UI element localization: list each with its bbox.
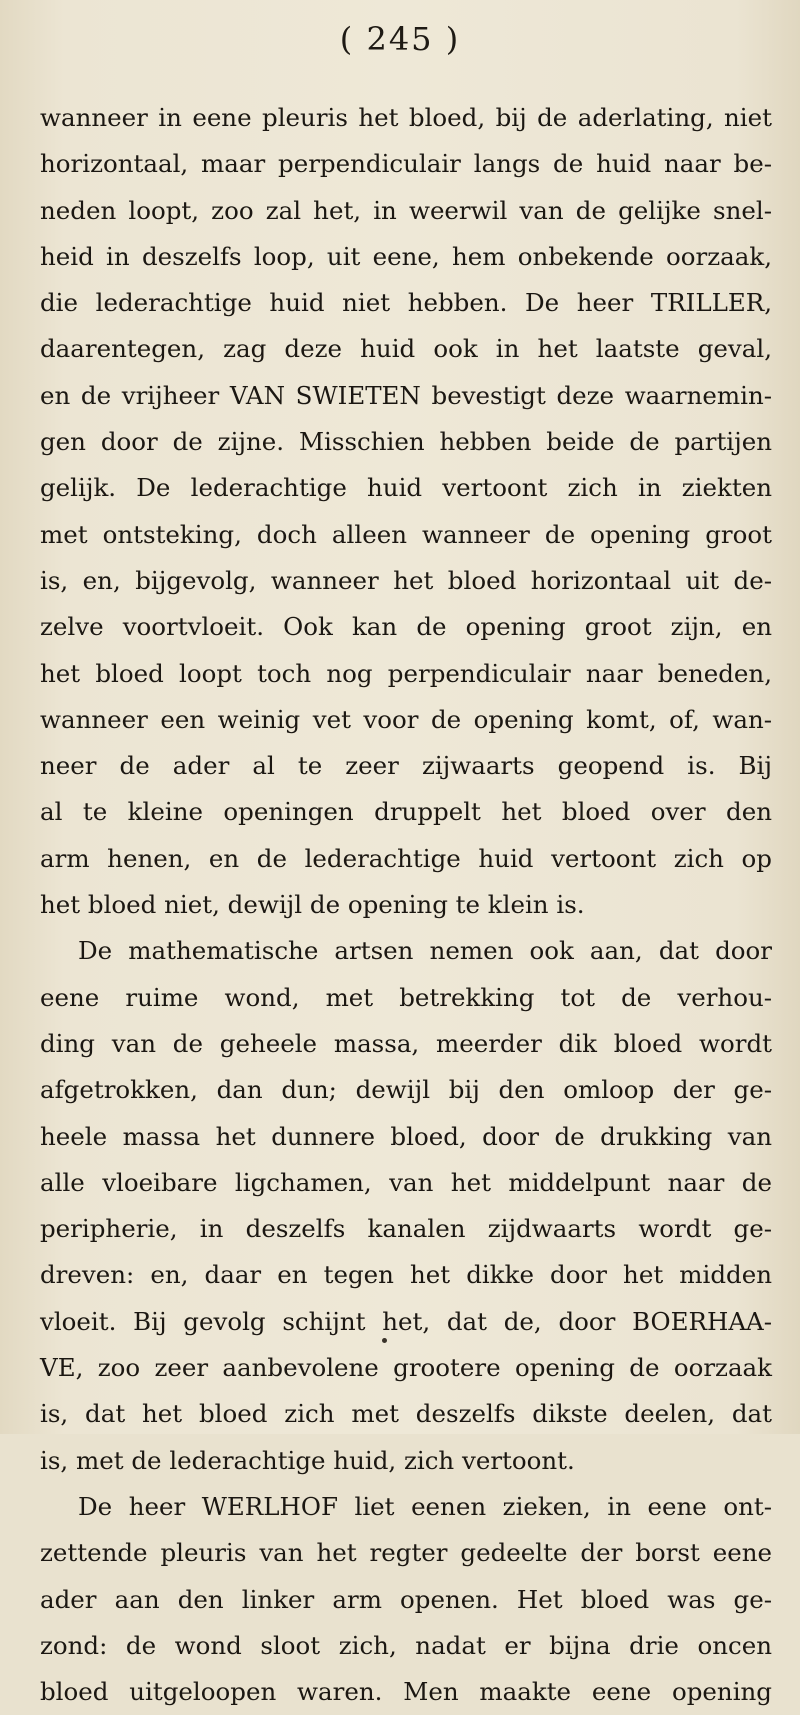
text-line: is, en, bijgevolg, wanneer het bloed horizontaal uit de- xyxy=(40,565,772,595)
text-line: eene ruime wond, met betrekking tot de verhou- xyxy=(40,982,772,1012)
text-line: al te kleine openingen druppelt het bloed over den xyxy=(40,797,772,827)
text-line: heele massa het dunnere bloed, door de drukking van xyxy=(40,1121,772,1151)
text-line: zettende pleuris van het regter gedeelte der borst eene xyxy=(40,1538,772,1568)
text-line: zond: de wond sloot zich, nadat er bijna drie oncen xyxy=(40,1630,772,1660)
text-line: neer de ader al te zeer zijwaarts geopend is. Bij xyxy=(40,751,772,781)
text-line: bloed uitgeloopen waren. Men maakte eene opening xyxy=(40,1677,772,1707)
text-line: en de vrijheer VAN SWIETEN bevestigt deze waarnemin- xyxy=(40,380,772,410)
ink-speck xyxy=(382,1338,387,1343)
text-line: arm henen, en de lederachtige huid vertoont zich op xyxy=(40,843,772,873)
text-line: neden loopt, zoo zal het, in weerwil van de gelijke snel- xyxy=(40,195,772,225)
text-line: is, met de lederachtige huid, zich vertoont. xyxy=(40,1445,575,1475)
page-number: ( 245 ) xyxy=(339,20,461,58)
text-line: dreven: en, daar en tegen het dikke door het midden xyxy=(40,1260,772,1290)
text-line: ding van de geheele massa, meerder dik bloed wordt xyxy=(40,1028,772,1058)
text-line: zelve voortvloeit. Ook kan de opening groot zijn, en xyxy=(40,612,772,642)
text-line: die lederachtige huid niet hebben. De heer TRILLER, xyxy=(40,288,772,318)
text-line: afgetrokken, dan dun; dewijl bij den omloop der ge- xyxy=(40,1075,772,1105)
text-line: De heer WERLHOF liet eenen zieken, in eene ont- xyxy=(78,1491,772,1521)
text-line: gen door de zijne. Misschien hebben beide de partijen xyxy=(40,427,772,457)
text-line: De mathematische artsen nemen ook aan, dat door xyxy=(78,936,772,966)
body-text xyxy=(40,95,772,1715)
text-line: vloeit. Bij gevolg schijnt het, dat de, door BOERHAA- xyxy=(40,1306,772,1336)
text-line: het bloed niet, dewijl de opening te klein is. xyxy=(40,890,585,920)
text-line: daarentegen, zag deze huid ook in het laatste geval, xyxy=(40,334,772,364)
text-line: gelijk. De lederachtige huid vertoont zich in ziekten xyxy=(40,473,772,503)
text-line: wanneer in eene pleuris het bloed, bij de aderlating, niet xyxy=(40,103,772,132)
text-line: heid in deszelfs loop, uit eene, hem onbekende oorzaak, xyxy=(40,241,772,271)
text-line: alle vloeibare ligchamen, van het middelpunt naar de xyxy=(40,1167,772,1197)
text-line: het bloed loopt toch nog perpendiculair naar beneden, xyxy=(40,658,772,688)
text-line: ader aan den linker arm openen. Het bloed was ge- xyxy=(40,1584,772,1614)
text-line: is, dat het bloed zich met deszelfs dikste deelen, dat xyxy=(40,1399,772,1429)
text-line: wanneer een weinig vet voor de opening komt, of, wan- xyxy=(40,704,772,734)
text-line: VE, zoo zeer aanbevolene grootere opening de oorzaak xyxy=(40,1353,772,1383)
text-line: horizontaal, maar perpendiculair langs de huid naar be- xyxy=(40,149,772,179)
text-line: met ontsteking, doch alleen wanneer de opening groot xyxy=(40,519,772,549)
text-line: peripherie, in deszelfs kanalen zijdwaarts wordt ge- xyxy=(40,1214,772,1244)
